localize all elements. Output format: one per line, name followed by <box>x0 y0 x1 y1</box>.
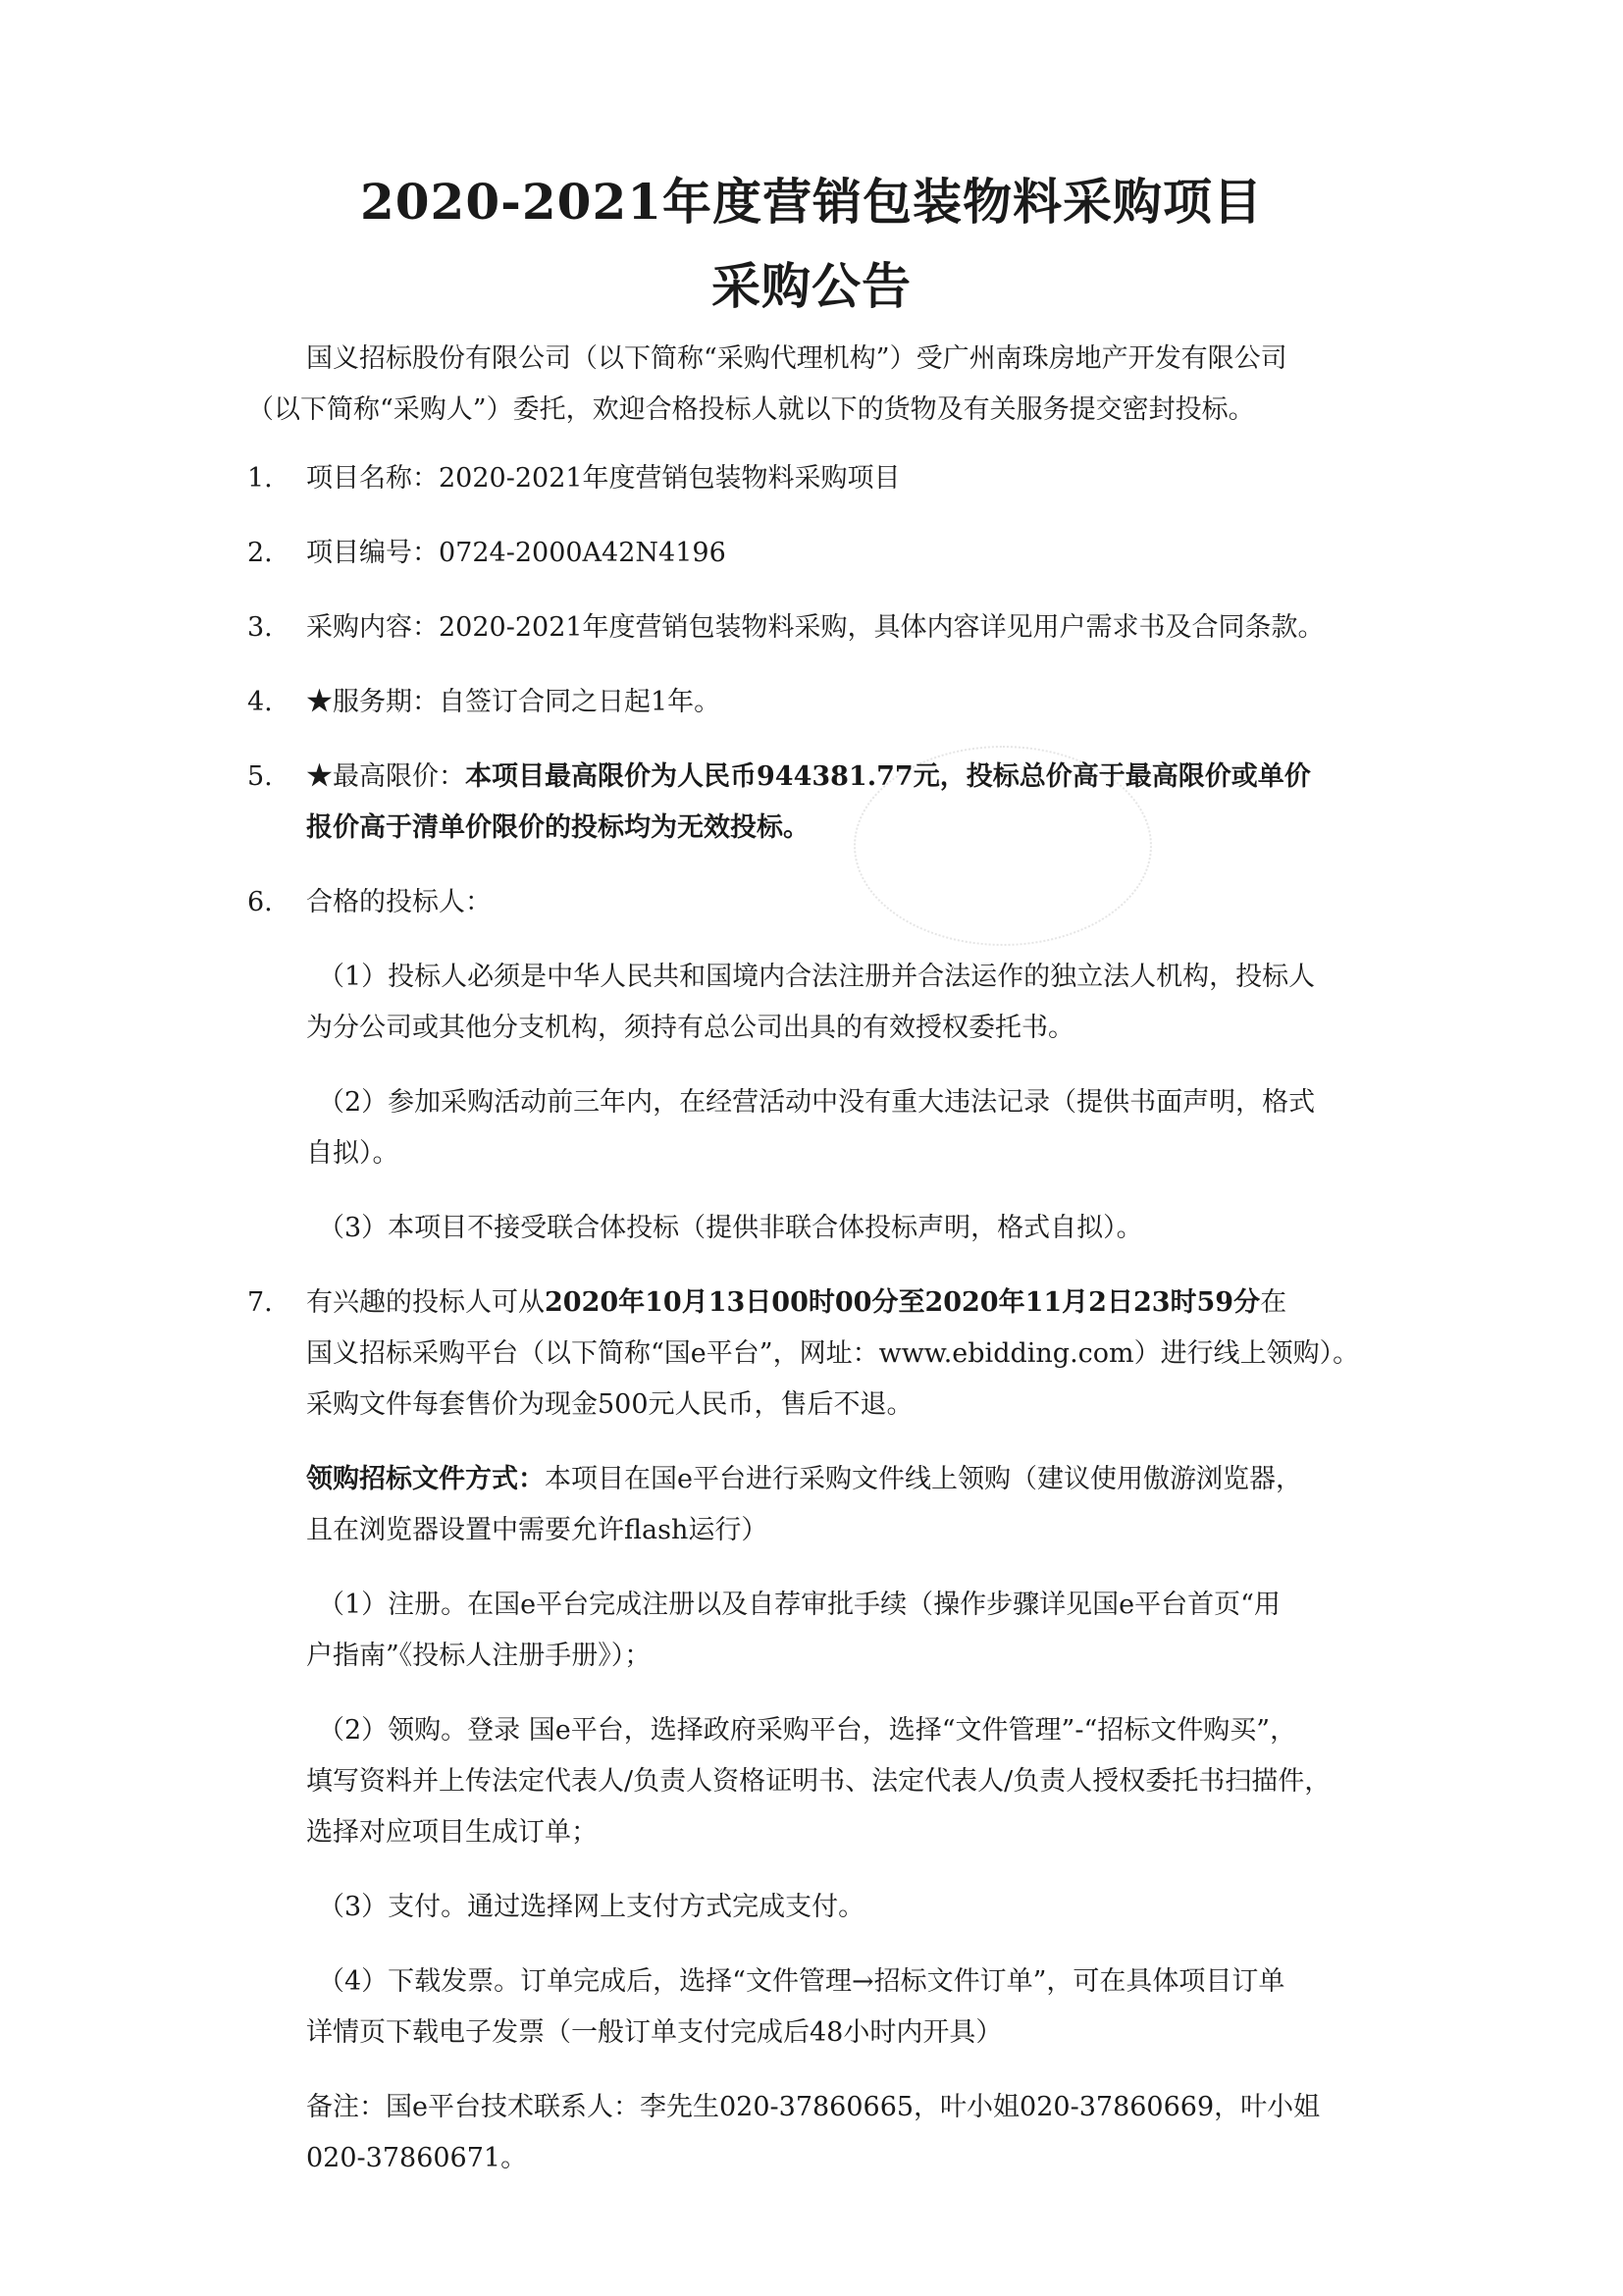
item-procurement-content: 采购内容：2020-2021年度营销包装物料采购，具体内容详见用户需求书及合同条款。 <box>306 612 1325 643</box>
qualification-2-line-2: 自拟）。 <box>306 1138 399 1169</box>
qualification-1-line-2: 为分公司或其他分支机构，须持有总公司出具的有效授权委托书。 <box>306 1013 1074 1043</box>
item-qualified-bidders: 合格的投标人： <box>306 887 492 917</box>
step-purchase-line-3: 选择对应项目生成订单； <box>306 1817 598 1848</box>
item-number: 5. <box>247 761 273 792</box>
item-number: 7. <box>247 1287 273 1318</box>
item-project-code: 项目编号：0724-2000A42N4196 <box>306 538 726 568</box>
document-title: 2020-2021年度营销包装物料采购项目 <box>359 173 1264 231</box>
step-purchase-line-2: 填写资料并上传法定代表人/负责人资格证明书、法定代表人/负责人授权委托书扫描件， <box>306 1766 1332 1797</box>
acquisition-text-post: 在 <box>1260 1287 1287 1318</box>
contact-note-line-1: 备注：国e平台技术联系人：李先生020-37860665，叶小姐020-37860669，叶小姐 <box>306 2092 1321 2122</box>
item-number: 6. <box>247 887 273 917</box>
qualification-2-line-1: （2）参加采购活动前三年内，在经营活动中没有重大违法记录（提供书面声明，格式 <box>318 1087 1316 1118</box>
intro-line-2: （以下简称“采购人”）委托，欢迎合格投标人就以下的货物及有关服务提交密封投标。 <box>247 394 1255 425</box>
item-project-name: 项目名称：2020-2021年度营销包装物料采购项目 <box>306 463 901 494</box>
qualification-1-line-1: （1）投标人必须是中华人民共和国境内合法注册并合法运作的独立法人机构，投标人 <box>318 962 1316 992</box>
method-line-1 <box>306 1454 1386 1505</box>
step-invoice-line-1: （4）下载发票。订单完成后，选择“文件管理→招标文件订单”，可在具体项目订单 <box>318 1966 1285 1997</box>
item-number: 4. <box>247 687 273 717</box>
step-register-line-1: （1）注册。在国e平台完成注册以及自荐审批手续（操作步骤详见国e平台首页“用 <box>318 1590 1281 1620</box>
item-service-period: ★服务期：自签订合同之日起1年。 <box>306 687 721 717</box>
max-price-label: ★最高限价： <box>306 761 465 792</box>
method-text: 本项目在国e平台进行采购文件线上领购（建议使用傲游浏览器， <box>545 1464 1302 1494</box>
acquisition-price-line: 采购文件每套售价为现金500元人民币，售后不退。 <box>306 1389 914 1420</box>
max-price-statement: 本项目最高限价为人民币944381.77元，投标总价高于最高限价或单价 <box>465 761 1311 792</box>
step-payment: （3）支付。通过选择网上支付方式完成支付。 <box>318 1892 865 1922</box>
item-number: 2. <box>247 538 273 568</box>
acquisition-date-range: 2020年10月13日00时00分至2020年11月2日23时59分 <box>545 1287 1261 1318</box>
step-invoice-line-2: 详情页下载电子发票（一般订单支付完成后48小时内开具） <box>306 2017 1003 2048</box>
max-price-statement-line-2: 报价高于清单价限价的投标均为无效投标。 <box>306 812 810 843</box>
contact-note-line-2: 020-37860671。 <box>306 2143 528 2173</box>
item-number: 1. <box>247 463 273 494</box>
item-number: 3. <box>247 612 273 643</box>
intro-line-1: 国义招标股份有限公司（以下简称“采购代理机构”）受广州南珠房地产开发有限公司 <box>306 343 1287 374</box>
item-acquisition-period <box>306 1278 1386 1329</box>
method-line-2: 且在浏览器设置中需要允许flash运行） <box>306 1515 768 1545</box>
document-subtitle: 采购公告 <box>711 257 912 315</box>
item-max-price <box>306 752 1386 803</box>
method-label: 领购招标文件方式： <box>306 1464 545 1494</box>
step-register-line-2: 户指南”《投标人注册手册》）； <box>306 1641 652 1671</box>
step-purchase-line-1: （2）领购。登录 国e平台，选择政府采购平台，选择“文件管理”-“招标文件购买”， <box>318 1715 1297 1746</box>
acquisition-text-pre: 有兴趣的投标人可从 <box>306 1287 545 1318</box>
acquisition-platform-line: 国义招标采购平台（以下简称“国e平台”，网址：www.ebidding.com）进行线上领购）。 <box>306 1338 1360 1369</box>
qualification-3: （3）本项目不接受联合体投标（提供非联合体投标声明，格式自拟）。 <box>318 1213 1143 1243</box>
